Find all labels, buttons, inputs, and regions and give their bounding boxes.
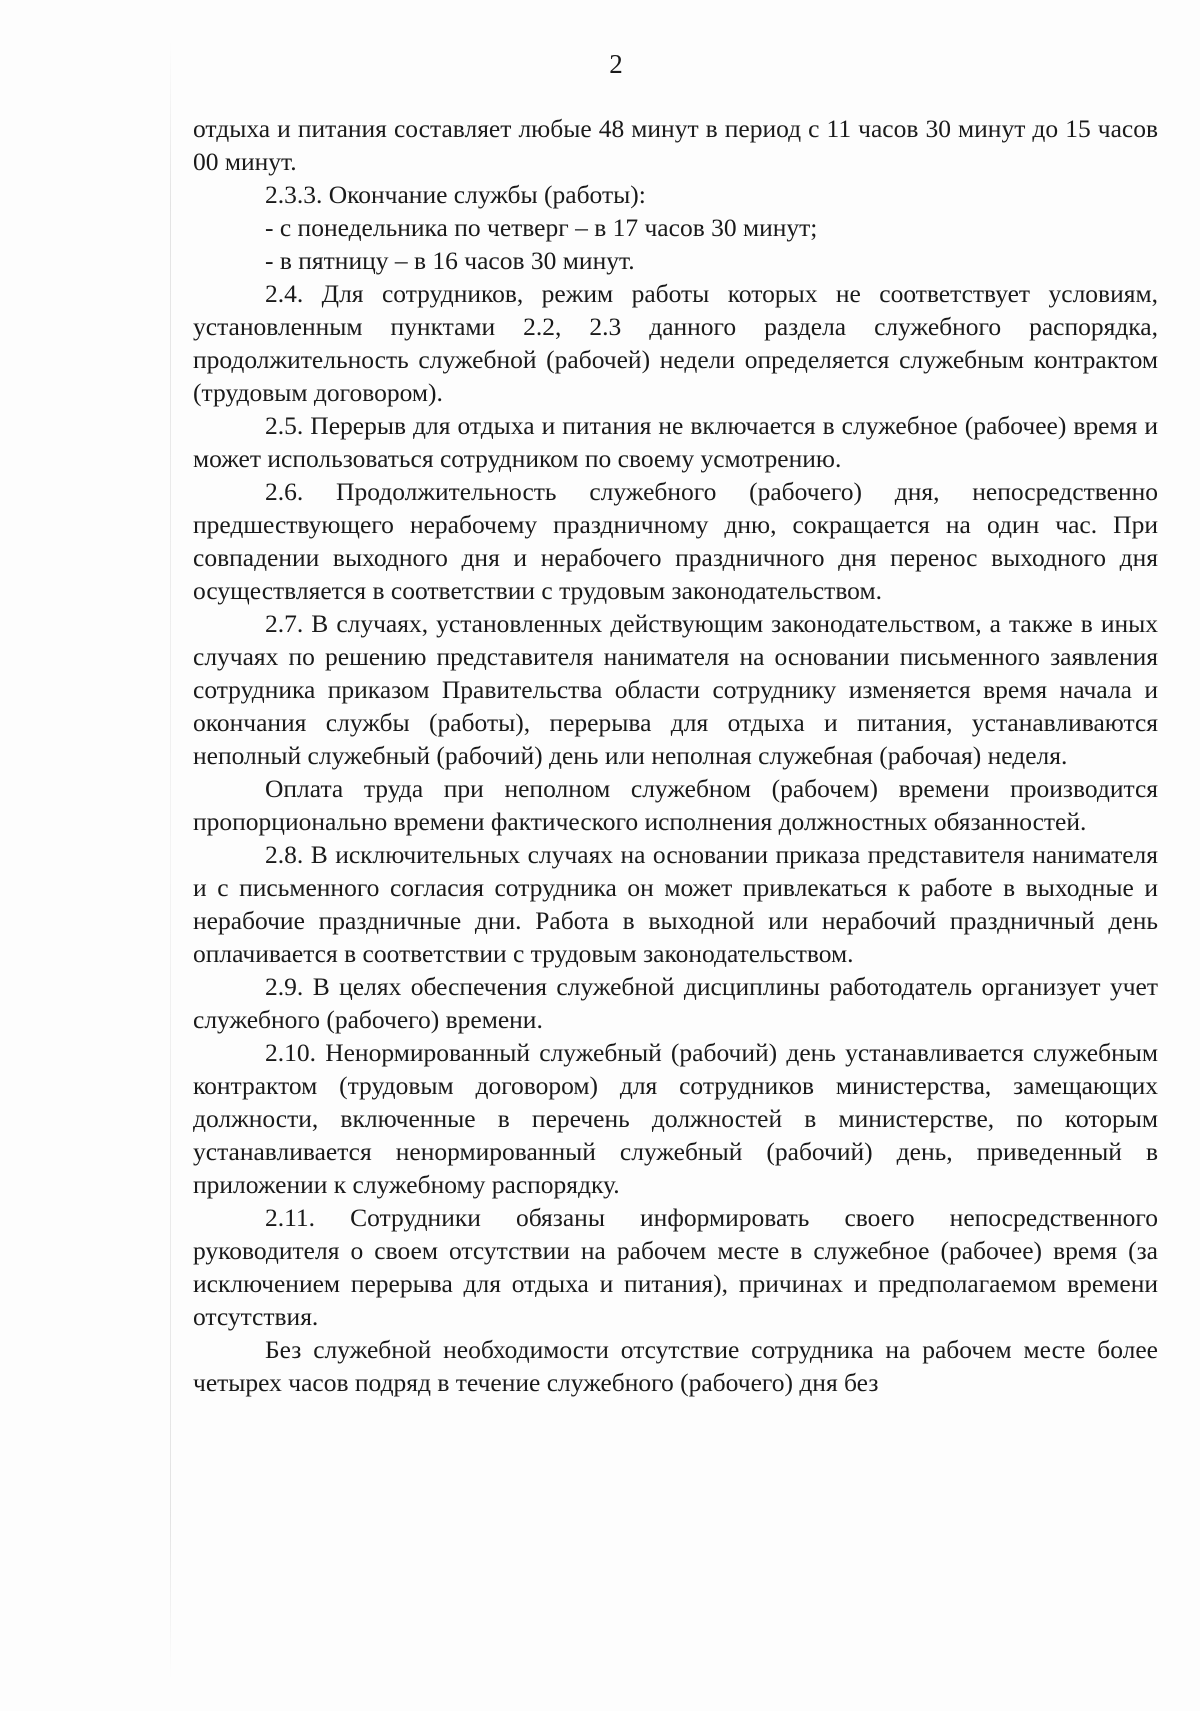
document-body [193, 112, 1158, 1399]
paragraph-continuation: отдыха и питания составляет любые 48 минут в период с 11 часов 30 минут до 15 часов 00 минут. [193, 114, 1158, 176]
paragraph-2-9: 2.9. В целях обеспечения служебной дисциплины работодатель организует учет служебного (рабочего) времени. [193, 972, 1158, 1034]
paragraph-2-7-payment: Оплата труда при неполном служебном (рабочем) времени производится пропорционально времени фактического исполнения должностных обязанностей. [193, 774, 1158, 836]
page-number: 2 [609, 49, 623, 79]
paragraph-2-7: 2.7. В случаях, установленных действующим законодательством, а также в иных случаях по решению представителя нанимателя на основании письменного заявления сотрудника приказом Правительства области сотруднику изменяется время начала и окончания службы (работы), перерыва для отдыха и питания, устанавливаются неполный служебный (рабочий) день или неполная служебная (рабочая) неделя. [193, 609, 1158, 770]
paragraph-2-3-3-mon-thu: - с понедельника по четверг – в 17 часов 30 минут; [265, 213, 818, 242]
paragraph-2-3-3: 2.3.3. Окончание службы (работы): [265, 180, 646, 209]
paragraph-2-11-absence: Без служебной необходимости отсутствие сотрудника на рабочем месте более четырех часов подряд в течение служебного (рабочего) дня без [193, 1335, 1158, 1397]
paragraph-2-6: 2.6. Продолжительность служебного (рабочего) дня, непосредственно предшествующего нерабочему праздничному дню, сокращается на один час. При совпадении выходного дня и нерабочего праздничного дня перенос выходного дня осуществляется в соответствии с трудовым законодательством. [193, 477, 1158, 605]
paragraph-2-5: 2.5. Перерыв для отдыха и питания не включается в служебное (рабочее) время и может использоваться сотрудником по своему усмотрению. [193, 411, 1158, 473]
paragraph-2-8: 2.8. В исключительных случаях на основании приказа представителя нанимателя и с письменного согласия сотрудника он может привлекаться к работе в выходные и нерабочие праздничные дни. Работа в выходной или нерабочий праздничный день оплачивается в соответствии с трудовым законодательством. [193, 840, 1158, 968]
paragraph-2-3-3-friday: - в пятницу – в 16 часов 30 минут. [265, 246, 635, 275]
paragraph-2-11: 2.11. Сотрудники обязаны информировать своего непосредственного руководителя о своем отсутствии на рабочем месте в служебное (рабочее) время (за исключением перерыва для отдыха и питания), причинах и предполагаемом времени отсутствия. [193, 1203, 1158, 1331]
paragraph-2-4: 2.4. Для сотрудников, режим работы которых не соответствует условиям, установленным пунктами 2.2, 2.3 данного раздела служебного распорядка, продолжительность служебной (рабочей) недели определяется служебным контрактом (трудовым договором). [193, 279, 1158, 407]
paragraph-2-10: 2.10. Ненормированный служебный (рабочий) день устанавливается служебным контрактом (трудовым договором) для сотрудников министерства, замещающих должности, включенные в перечень должностей в министерстве, по которым устанавливается ненормированный служебный (рабочий) день, приведенный в приложении к служебному распорядку. [193, 1038, 1158, 1199]
scan-edge-line [170, 40, 171, 1680]
